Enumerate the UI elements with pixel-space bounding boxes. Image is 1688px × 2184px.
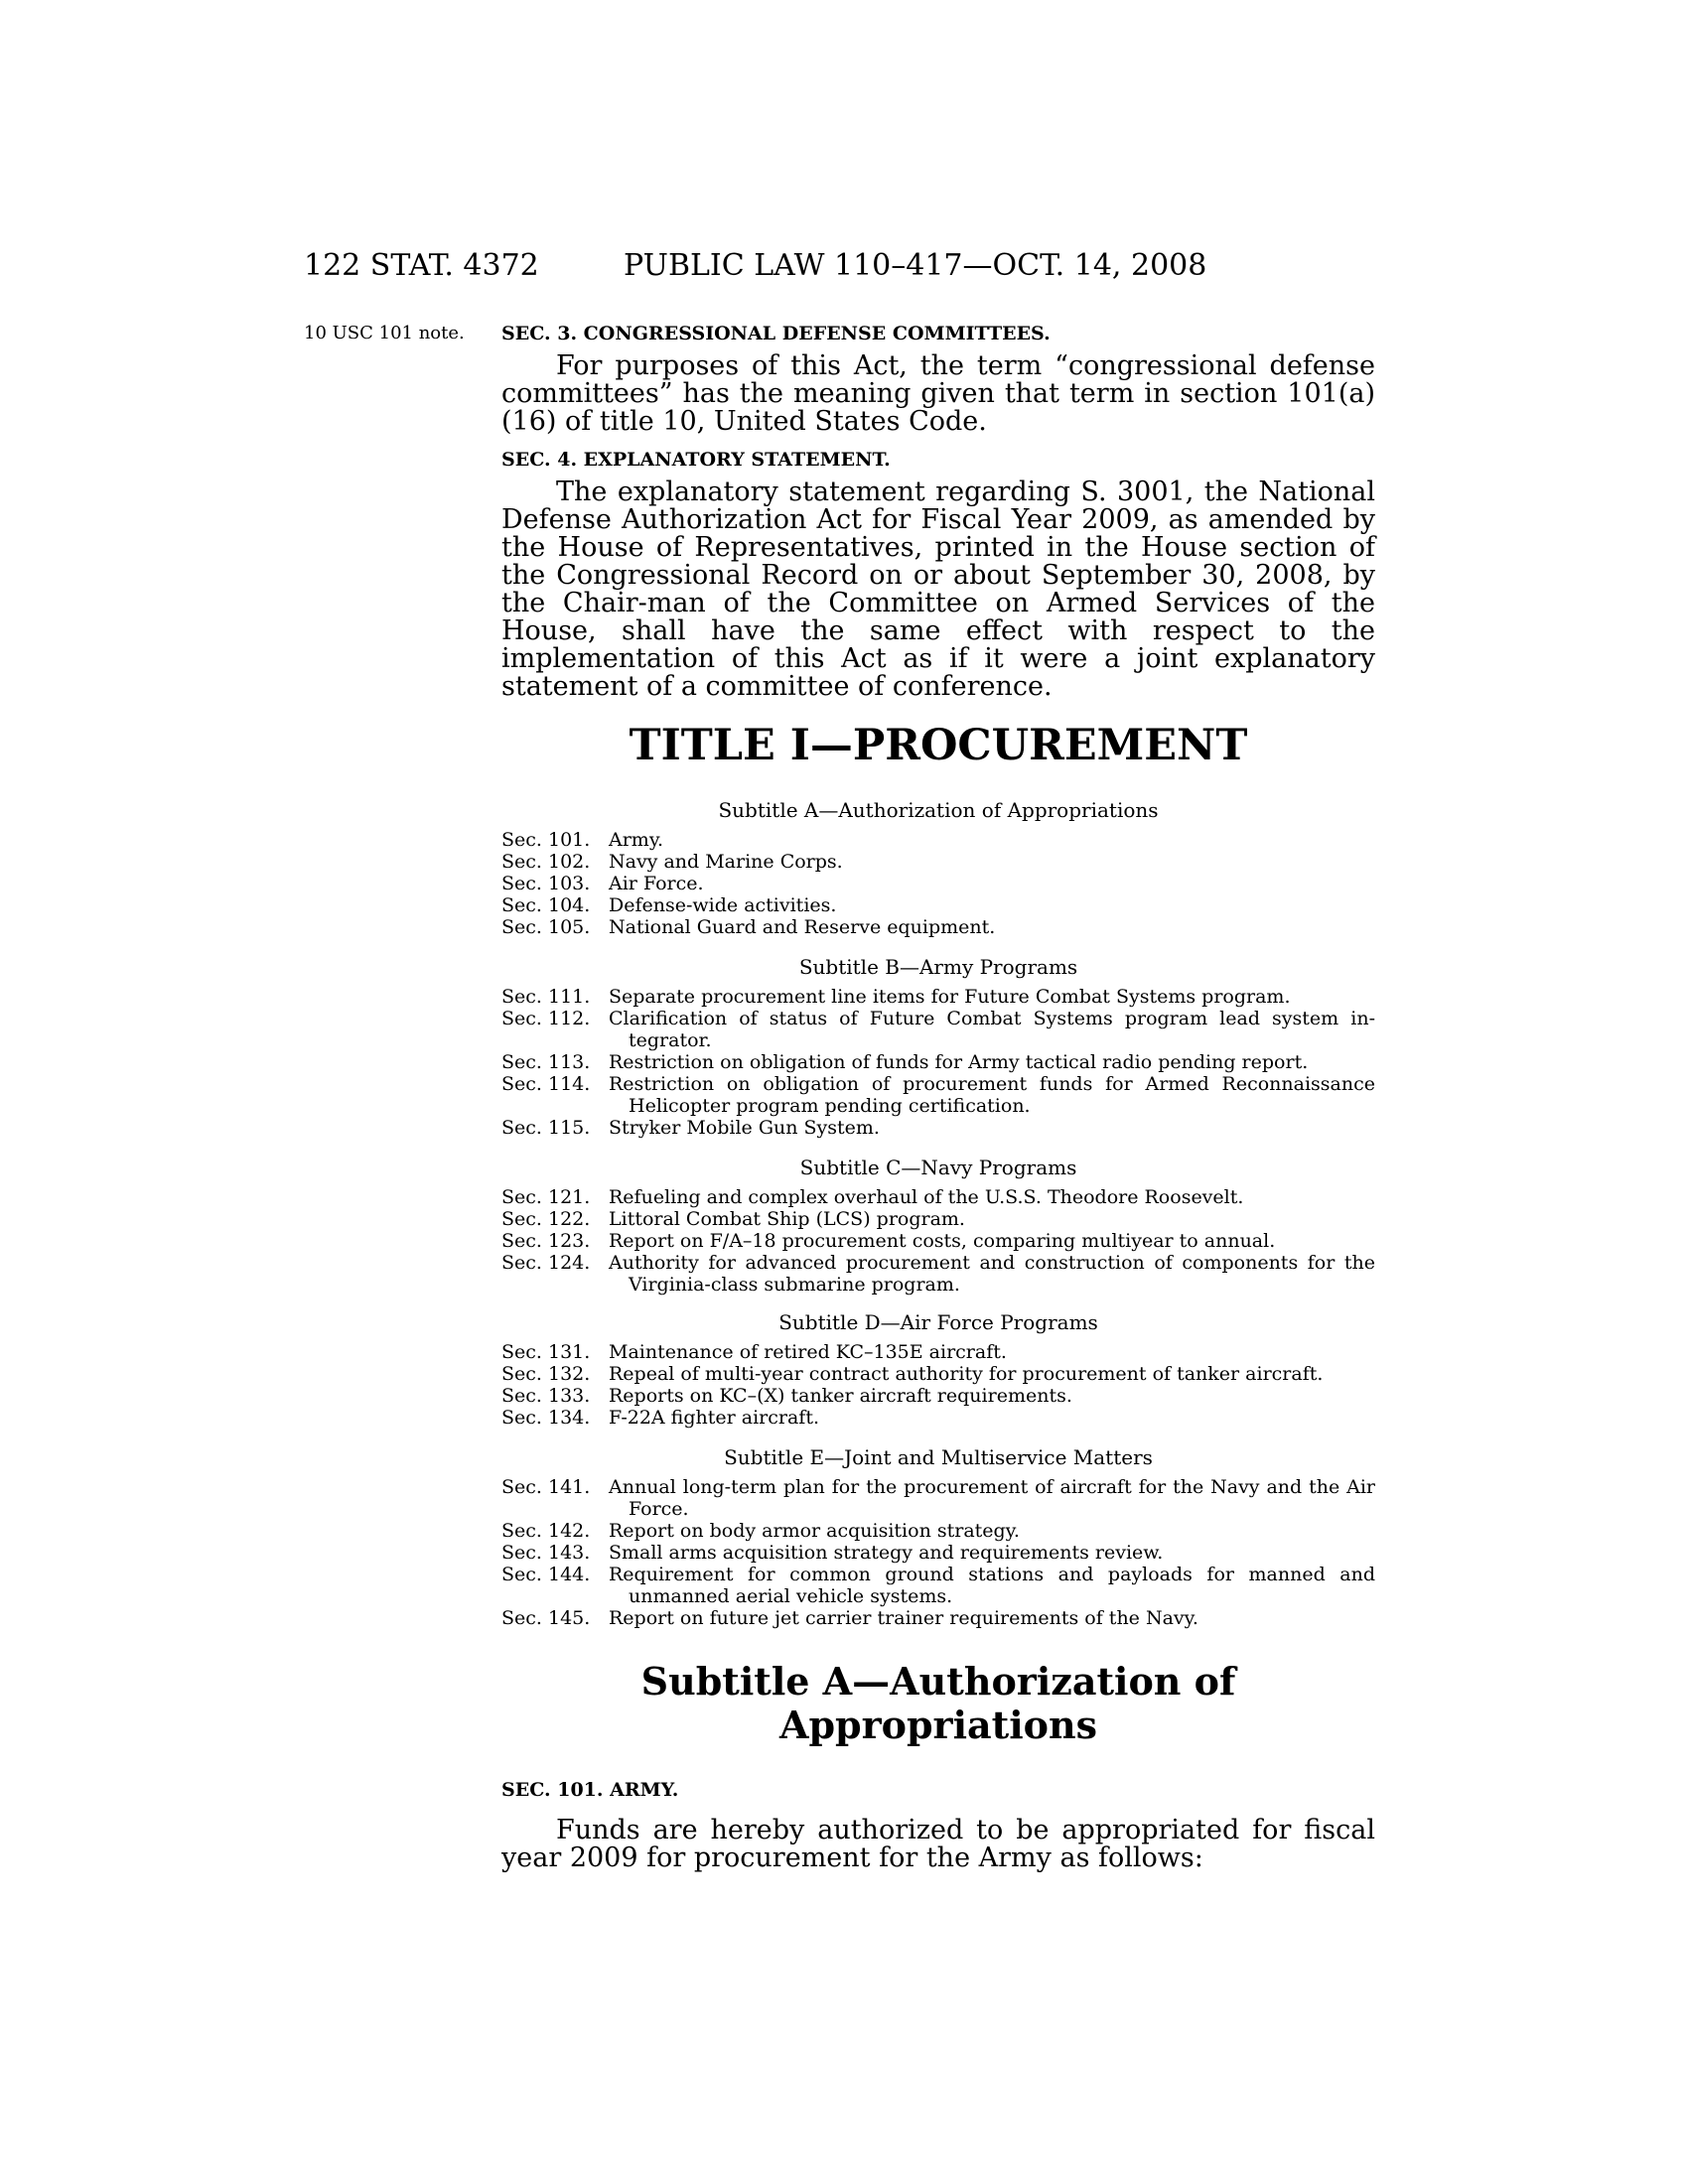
toc-item (501, 894, 1375, 916)
toc-sec-number: Sec. 121. (501, 1186, 591, 1208)
toc-subtitle-e-heading: Subtitle E—Joint and Multiservice Matters (724, 1445, 1153, 1469)
title-heading: TITLE I—PROCUREMENT (629, 721, 1248, 770)
toc-item (501, 1186, 1375, 1208)
toc-sec-title: National Guard and Reserve equipment. (609, 916, 996, 938)
toc-sec-number: Sec. 145. (501, 1607, 591, 1629)
toc-sec-title: Separate procurement line items for Future Combat Systems program. (609, 986, 1291, 1008)
toc-sec-number: Sec. 114. (501, 1073, 591, 1095)
toc-sec-number: Sec. 102. (501, 851, 591, 873)
toc-sec-title: Defense-wide activities. (609, 894, 837, 916)
toc-sec-title: Stryker Mobile Gun System. (609, 1117, 880, 1139)
toc-sec-title: Annual long-term plan for the procurement of aircraft for the Navy and the Air Force. (609, 1476, 1375, 1520)
toc-sec-number: Sec. 131. (501, 1341, 591, 1363)
toc-item (501, 916, 1375, 938)
toc-sec-title: Reports on KC–(X) tanker aircraft requirements. (609, 1385, 1072, 1407)
toc-sec-number: Sec. 105. (501, 916, 591, 938)
section-4 (501, 449, 1375, 701)
toc-sec-number: Sec. 132. (501, 1363, 591, 1385)
toc-item (501, 1073, 1375, 1117)
toc-sec-title: Report on future jet carrier trainer requirements of the Navy. (609, 1607, 1198, 1629)
toc-sec-number: Sec. 112. (501, 1008, 591, 1029)
toc-item (501, 1008, 1375, 1051)
subtitle-a-heading (501, 1660, 1375, 1747)
toc-item (501, 1407, 1375, 1429)
toc-sec-title: Requirement for common ground stations and payloads for manned and unmanned aerial vehicle systems. (609, 1564, 1375, 1607)
toc-item (501, 1542, 1375, 1564)
toc-sec-number: Sec. 104. (501, 894, 591, 916)
section-101 (501, 1779, 1375, 1872)
toc-item (501, 851, 1375, 873)
toc-sec-title: Clarification of status of Future Combat Systems program lead system in-tegrator. (609, 1008, 1375, 1051)
toc-item (501, 1208, 1375, 1230)
toc-sec-title: Report on body armor acquisition strategy. (609, 1520, 1020, 1542)
toc-sec-number: Sec. 113. (501, 1051, 591, 1073)
toc-subtitle-b-heading: Subtitle B—Army Programs (798, 955, 1078, 979)
public-law-citation: PUBLIC LAW 110–417—OCT. 14, 2008 (624, 248, 1207, 283)
toc-item (501, 1051, 1375, 1073)
toc-sec-number: Sec. 101. (501, 829, 591, 851)
toc-item (501, 873, 1375, 894)
toc-sec-title: Navy and Marine Corps. (609, 851, 843, 873)
toc-subtitle-d-list (501, 1341, 1375, 1429)
toc-sec-title: Repeal of multi-year contract authority for procurement of tanker aircraft. (609, 1363, 1324, 1385)
toc-subtitle-a-list (501, 829, 1375, 938)
toc-item (501, 1341, 1375, 1363)
toc-sec-title: Restriction on obligation of procurement funds for Armed Reconnaissance Helicopter program pending certification. (609, 1073, 1375, 1117)
toc-sec-number: Sec. 141. (501, 1476, 591, 1498)
toc-subtitle-c-list (501, 1186, 1375, 1296)
toc-subtitle-e-list (501, 1476, 1375, 1629)
margin-note: 10 USC 101 note. (304, 323, 465, 343)
toc-item (501, 1117, 1375, 1139)
section-101-heading: SEC. 101. ARMY. (501, 1779, 679, 1801)
toc-item (501, 1607, 1375, 1629)
section-4-heading: SEC. 4. EXPLANATORY STATEMENT. (501, 449, 891, 471)
toc-item (501, 1564, 1375, 1607)
toc-item (501, 1230, 1375, 1252)
toc-sec-number: Sec. 133. (501, 1385, 591, 1407)
toc-item (501, 829, 1375, 851)
toc-sec-title: Report on F/A–18 procurement costs, comparing multiyear to annual. (609, 1230, 1276, 1252)
toc-sec-title: F-22A fighter aircraft. (609, 1407, 820, 1429)
toc-item (501, 1363, 1375, 1385)
toc-sec-number: Sec. 122. (501, 1208, 591, 1230)
toc-subtitle-c-heading: Subtitle C—Navy Programs (799, 1156, 1077, 1179)
toc-sec-title: Restriction on obligation of funds for Army tactical radio pending report. (609, 1051, 1309, 1073)
toc-sec-number: Sec. 134. (501, 1407, 591, 1429)
toc-sec-title: Air Force. (609, 873, 704, 894)
toc-sec-number: Sec. 124. (501, 1252, 591, 1274)
toc-subtitle-d-heading: Subtitle D—Air Force Programs (778, 1310, 1098, 1334)
page-header (304, 248, 1370, 292)
toc-item (501, 986, 1375, 1008)
toc-sec-title: Small arms acquisition strategy and requirements review. (609, 1542, 1164, 1564)
toc-sec-number: Sec. 111. (501, 986, 591, 1008)
section-3-text: For purposes of this Act, the term “congressional defense committees” has the meaning given that term in section 101(a)(16) of title 10, United States Code. (501, 350, 1375, 437)
toc-sec-number: Sec. 123. (501, 1230, 591, 1252)
subtitle-a-heading-line2: Appropriations (779, 1703, 1097, 1747)
toc-sec-number: Sec. 103. (501, 873, 591, 894)
stat-page-number: 122 STAT. 4372 (304, 248, 539, 283)
toc-sec-number: Sec. 143. (501, 1542, 591, 1564)
toc-sec-title: Maintenance of retired KC–135E aircraft. (609, 1341, 1007, 1363)
subtitle-a-heading-line1: Subtitle A—Authorization of (640, 1659, 1236, 1704)
toc-item (501, 1252, 1375, 1296)
toc-item (501, 1385, 1375, 1407)
section-3 (501, 323, 1375, 436)
toc-item (501, 1476, 1375, 1520)
toc-sec-title: Littoral Combat Ship (LCS) program. (609, 1208, 965, 1230)
toc-sec-title: Army. (609, 829, 664, 851)
section-3-heading: SEC. 3. CONGRESSIONAL DEFENSE COMMITTEES. (501, 323, 1051, 344)
toc-sec-title: Authority for advanced procurement and construction of components for the Virginia-class submarine program. (609, 1252, 1375, 1296)
section-101-text: Funds are hereby authorized to be appropriated for fiscal year 2009 for procurement for the Army as follows: (501, 1815, 1375, 1873)
toc-item (501, 1520, 1375, 1542)
toc-subtitle-a-heading: Subtitle A—Authorization of Appropriations (718, 798, 1159, 822)
toc-sec-number: Sec. 144. (501, 1564, 591, 1585)
toc-sec-number: Sec. 115. (501, 1117, 591, 1139)
toc-sec-number: Sec. 142. (501, 1520, 591, 1542)
section-4-text: The explanatory statement regarding S. 3001, the National Defense Authorization Act for Fiscal Year 2009, as amended by the House of Representatives, printed in the House section of the Congressional Record on or about September 30, 2008, by the Chair-man of the Committee on Armed Services of the House, shall have the same effect with respect to the implementation of this Act as if it were a joint explanatory statement of a committee of conference. (501, 477, 1375, 702)
toc-subtitle-b-list (501, 986, 1375, 1139)
toc-sec-title: Refueling and complex overhaul of the U.S.S. Theodore Roosevelt. (609, 1186, 1244, 1208)
